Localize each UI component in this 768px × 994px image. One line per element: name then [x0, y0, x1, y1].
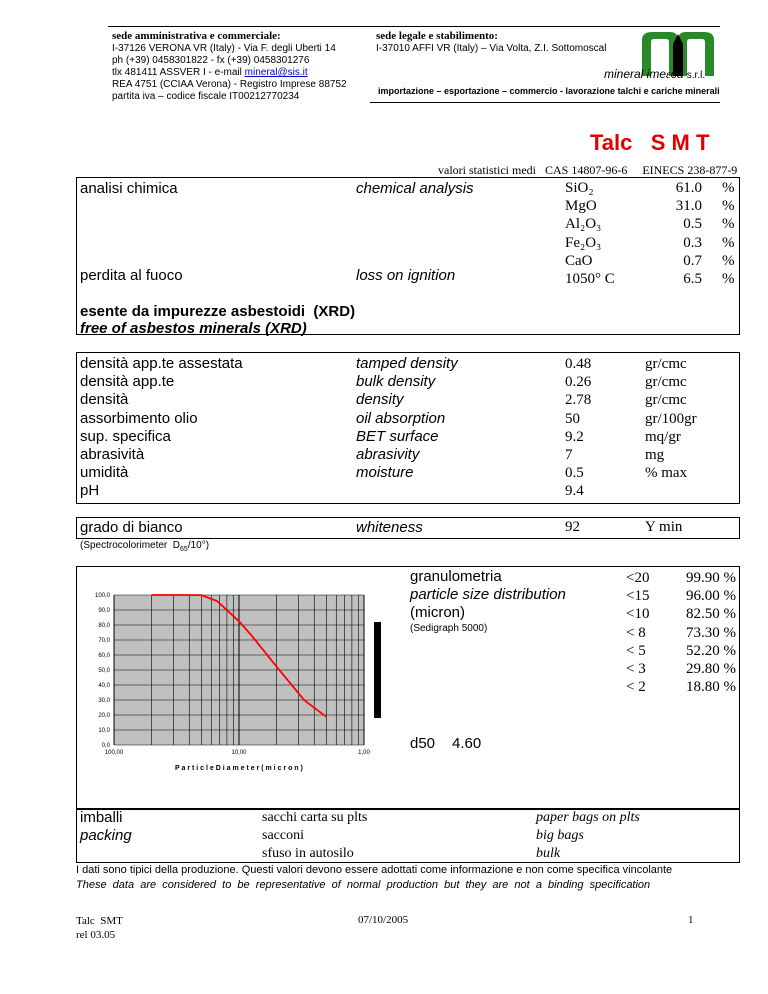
- physical-units: [645, 355, 697, 482]
- spectrocolorimeter-note: [80, 540, 209, 553]
- y-tick-label: 100,0: [94, 593, 110, 599]
- compound-name: Fe₂O₃: [565, 234, 602, 251]
- property-value: 0.26: [565, 374, 592, 391]
- y-tick-label: 50,0: [98, 668, 110, 674]
- y-tick-label: 40,0: [98, 683, 110, 689]
- property-en: bulk density: [356, 373, 436, 391]
- x-tick-label: 1,00: [358, 750, 370, 756]
- property-value: 0.48: [565, 356, 592, 372]
- footer-doc: [76, 914, 123, 942]
- property-unit: gr/cmc: [645, 356, 687, 372]
- chemical-label-en: chemical analysis: [356, 180, 474, 197]
- property-unit: mg: [645, 447, 665, 464]
- granulometry-it: granulometria: [410, 568, 502, 585]
- chart-bar-decoration: [374, 622, 381, 718]
- packing-item: sfuso in autosilo: [262, 846, 354, 861]
- chemical-label-it: analisi chimica: [80, 180, 178, 197]
- size-class: < 2: [626, 679, 646, 696]
- compound-name: CaO: [565, 252, 593, 269]
- x-tick-label: 100,00: [104, 750, 124, 756]
- y-tick-label: 90,0: [98, 608, 110, 614]
- loss-label-it: perdita al fuoco: [80, 267, 183, 284]
- property-it: densità app.te: [80, 373, 175, 391]
- packing-item: big bags: [536, 828, 584, 843]
- psd-chart-svg: [80, 585, 376, 775]
- y-tick-label: 30,0: [98, 698, 110, 704]
- x-tick-label: 10,00: [231, 750, 247, 756]
- whiteness-unit: Y min: [645, 519, 683, 535]
- loss-label-en: loss on ignition: [356, 267, 456, 284]
- disclaimer-it: I dati sono tipici della produzione. Questi valori devono essere adottati come informazione e non come specifica vincolante: [76, 864, 673, 876]
- granulometry-en: particle size distribution: [410, 586, 566, 603]
- y-tick-label: 10,0: [98, 728, 110, 734]
- property-value: 9.4: [565, 483, 584, 500]
- admin-line: REA 4751 (CCIAA Verona) - Registro Imprese 88752: [112, 79, 347, 90]
- compound-value: 0.3: [683, 234, 702, 251]
- size-value: 29.80 %: [686, 661, 736, 678]
- compound-value: 61.0: [675, 180, 702, 196]
- y-tick-label: 70,0: [98, 638, 110, 644]
- compound-value: 0.7: [683, 252, 702, 269]
- granulometry-values: [680, 569, 736, 696]
- property-en: tamped density: [356, 355, 458, 372]
- packing-section: [76, 808, 740, 863]
- packing-label: [80, 809, 132, 845]
- x-axis-label: P a r t i c l e D i a m e t e r ( m i c r o n ): [175, 765, 303, 772]
- size-class: <15: [626, 588, 650, 605]
- company-name-render: mineral imeɛca s.r.l.: [604, 67, 706, 81]
- compound-value: 6.5: [683, 271, 702, 288]
- footer-doc-name: Talc SMT: [76, 915, 123, 927]
- property-unit: gr/cmc: [645, 392, 687, 409]
- footer-revision: rel 03.05: [76, 929, 116, 941]
- compound-value: 0.5: [683, 216, 702, 233]
- admin-title: sede amministrativa e commerciale:: [112, 30, 281, 42]
- note-sub: 65: [180, 546, 188, 553]
- property-value: 2.78: [565, 392, 592, 409]
- packing-it: imballi: [80, 809, 123, 826]
- property-en: oil absorption: [356, 409, 446, 427]
- y-tick-label: 60,0: [98, 653, 110, 659]
- compound-unit: %: [722, 271, 735, 288]
- note-text: /10°): [187, 540, 210, 551]
- property-en: density: [356, 391, 404, 409]
- chemical-compound-list: [565, 179, 615, 288]
- property-en: abrasivity: [356, 446, 420, 464]
- compound-name: MgO: [565, 198, 597, 215]
- whiteness-value: 92: [565, 519, 580, 535]
- legal-address: [376, 30, 606, 55]
- property-it: sup. specifica: [80, 427, 171, 445]
- legal-title: sede legale e stabilimento:: [376, 30, 498, 42]
- chemical-value-list: [660, 179, 702, 288]
- packing-items-it: [262, 809, 367, 863]
- email-link[interactable]: mineral@sis.it: [244, 67, 308, 78]
- product-title: Talc S M T: [590, 130, 710, 155]
- y-tick-label: 80,0: [98, 623, 110, 629]
- packing-item: sacconi: [262, 828, 304, 843]
- stats-line: valori statistici medi CAS 14807-96-6 EINECS 238-877-9: [438, 163, 738, 177]
- footer-page-number: 1: [688, 914, 694, 926]
- size-class: < 5: [626, 642, 646, 659]
- size-class: < 8: [626, 624, 646, 641]
- admin-address: [112, 30, 347, 103]
- chemical-unit-list: [722, 179, 735, 288]
- compound-name: Al₂O₃: [565, 216, 602, 233]
- y-tick-label: 0,0: [101, 743, 110, 749]
- size-value: 73.30 %: [686, 624, 736, 641]
- property-it: densità: [80, 391, 129, 409]
- property-value: 0.5: [565, 465, 584, 482]
- asbestos-free-en: free of asbestos minerals (XRD): [80, 320, 307, 337]
- disclaimer-en: These data are considered to be representative of normal production but they are not a binding specification: [76, 879, 651, 891]
- sedigraph-note: (Sedigraph 5000): [410, 623, 488, 634]
- packing-item: sacchi carta su plts: [262, 810, 368, 825]
- psd-chart: [80, 585, 376, 775]
- admin-line: I-37126 VERONA VR (Italy) - Via F. degli Uberti 14: [112, 43, 336, 54]
- whiteness-label-en: whiteness: [356, 519, 423, 536]
- size-value: 99.90 %: [686, 570, 736, 586]
- packing-item: bulk: [536, 846, 561, 861]
- compound-value: 31.0: [675, 198, 702, 215]
- granulometry-sizes: [626, 569, 649, 696]
- compound-unit: %: [722, 216, 735, 233]
- compound-unit: %: [722, 252, 735, 269]
- size-class: < 3: [626, 661, 646, 678]
- admin-line: partita iva – codice fiscale IT00212770234: [112, 91, 300, 102]
- physical-labels-en: [356, 355, 458, 482]
- packing-items-en: [536, 809, 640, 863]
- property-it: assorbimento olio: [80, 409, 198, 427]
- footer-date: 07/10/2005: [358, 914, 409, 926]
- admin-line: ph (+39) 0458301822 - fx (+39) 0458301276: [112, 55, 310, 66]
- physical-values: [565, 355, 591, 501]
- size-class: <10: [626, 606, 650, 623]
- property-en: moisture: [356, 464, 414, 482]
- property-it: densità app.te assestata: [80, 355, 243, 372]
- admin-line-email: tlx 481411 ASSVER I - e-mail mineral@sis.it: [112, 67, 308, 78]
- compound-unit: %: [722, 234, 735, 251]
- property-it: abrasività: [80, 446, 145, 464]
- property-it: pH: [80, 482, 100, 500]
- size-class: <20: [626, 570, 650, 586]
- packing-item: paper bags on plts: [536, 810, 640, 825]
- property-en: BET surface: [356, 427, 439, 445]
- property-unit: gr/100gr: [645, 410, 697, 427]
- asbestos-free-it: esente da impurezze asbestoidi (XRD): [80, 303, 356, 320]
- note-text: (Spectrocolorimeter D: [80, 540, 181, 551]
- company-activity: importazione – esportazione – commercio - lavorazione talchi e cariche minerali: [378, 86, 720, 96]
- property-it: umidità: [80, 464, 129, 482]
- size-value: 96.00 %: [686, 588, 736, 605]
- granulometry-unit: (micron): [410, 604, 465, 621]
- size-value: 18.80 %: [686, 679, 736, 696]
- compound-unit: %: [722, 198, 735, 215]
- d50-label: d50: [410, 735, 436, 752]
- property-unit: gr/cmc: [645, 374, 687, 391]
- compound-name: 1050° C: [565, 271, 615, 288]
- property-value: 9.2: [565, 428, 584, 445]
- property-unit: % max: [645, 465, 688, 482]
- property-value: 7: [565, 447, 573, 464]
- whiteness-label-it: grado di bianco: [80, 519, 183, 536]
- d50-value: 4.60: [452, 735, 482, 752]
- size-value: 52.20 %: [686, 642, 736, 659]
- legal-line: I-37010 AFFI VR (Italy) – Via Volta, Z.I. Sottomoscal: [376, 43, 607, 54]
- packing-en: packing: [80, 827, 132, 844]
- physical-labels-it: [80, 355, 243, 501]
- size-value: 82.50 %: [686, 606, 736, 623]
- granulometry-labels: [410, 568, 566, 636]
- property-value: 50: [565, 410, 580, 427]
- compound-unit: %: [722, 180, 735, 196]
- compound-name: SiO₂: [565, 180, 594, 196]
- property-unit: mq/gr: [645, 428, 681, 445]
- y-tick-label: 20,0: [98, 713, 110, 719]
